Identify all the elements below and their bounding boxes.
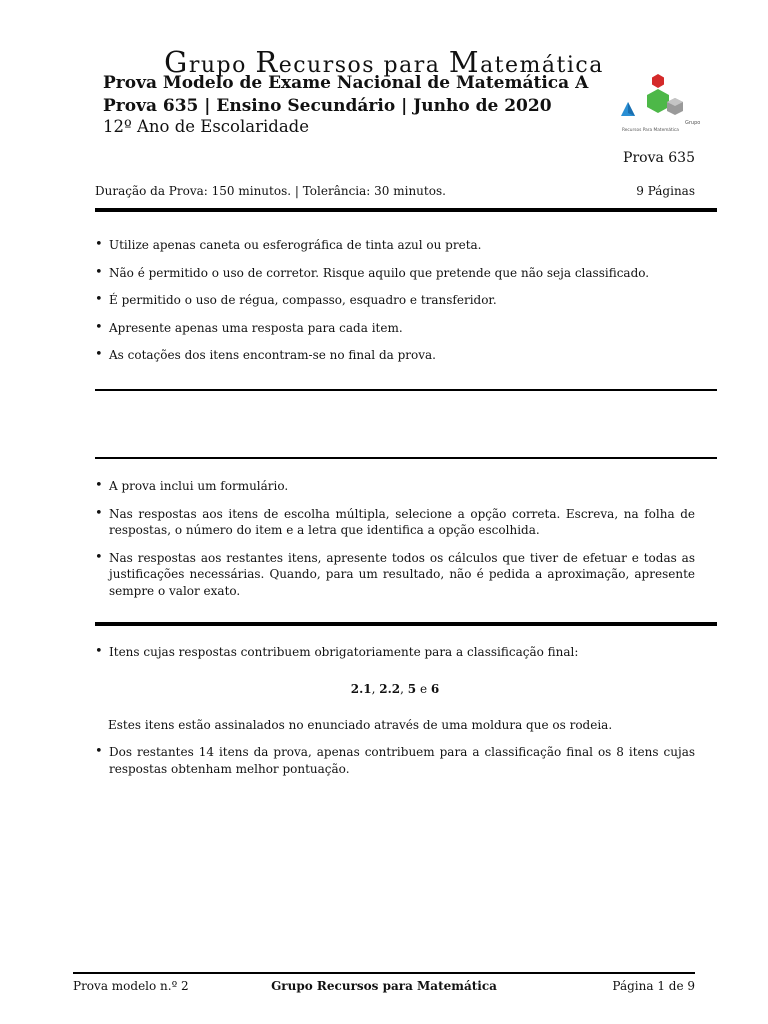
mandatory-note: Estes itens estão assinalados no enunciado através de uma moldura que os rodeia. <box>108 718 613 732</box>
page-title: Grupo Recursos para Matemática <box>164 45 604 80</box>
list-item: • Não é permitido o uso de corretor. Risque aquilo que pretende que não seja classificado. <box>95 265 695 282</box>
list-item: • Dos restantes 14 itens da prova, apenas contribuem para a classificação final os 8 itens cujas respostas obtenham melhor pontuação. <box>95 744 695 777</box>
exam-duration: Duração da Prova: 150 minutos. | Tolerância: 30 minutos. <box>95 184 446 198</box>
list-item: • Utilize apenas caneta ou esferográfica de tinta azul ou preta. <box>95 237 695 254</box>
divider <box>95 389 717 391</box>
list-item: • Nas respostas aos restantes itens, apresente todos os cálculos que tiver de efetuar e todas as justificações necessárias. Quando, para um resultado, não é pedida a aproximação, apresente sempre o valor exato. <box>95 550 695 600</box>
page-count: 9 Páginas <box>636 184 695 198</box>
exam-title: Prova Modelo de Exame Nacional de Matemática A <box>103 73 589 93</box>
list-item: • Nas respostas aos itens de escolha múltipla, selecione a opção correta. Escreva, na folha de respostas, o número do item e a letra que identifica a opção escolhida. <box>95 506 695 539</box>
school-year: 12º Ano de Escolaridade <box>103 117 309 136</box>
list-item: • As cotações dos itens encontram-se no final da prova. <box>95 347 695 364</box>
footer-page-number: Página 1 de 9 <box>612 979 695 993</box>
divider <box>95 622 717 626</box>
instructions-list-2 <box>95 478 695 599</box>
green-hexagon-icon <box>647 89 669 113</box>
footer-left: Prova modelo n.º 2 <box>73 979 189 993</box>
list-item: • A prova inclui um formulário. <box>95 478 695 495</box>
exam-subtitle: Prova 635 | Ensino Secundário | Junho de 2020 <box>103 96 552 116</box>
group-logo <box>615 72 705 134</box>
logo-caption-1: Grupo <box>685 120 701 126</box>
footer-center: Grupo Recursos para Matemática <box>271 979 497 993</box>
classification-list <box>95 644 695 661</box>
divider <box>95 208 717 212</box>
footer-divider <box>73 972 695 974</box>
mandatory-items: 2.1, 2.2, 5 e 6 <box>350 682 440 696</box>
divider <box>95 457 717 459</box>
list-item: • Itens cujas respostas contribuem obrigatoriamente para a classificação final: <box>95 644 695 661</box>
classification-list-2 <box>95 744 695 777</box>
list-item: • Apresente apenas uma resposta para cada item. <box>95 320 695 337</box>
instructions-list-1 <box>95 237 695 364</box>
red-hexagon-icon <box>652 74 664 88</box>
list-item: • É permitido o uso de régua, compasso, esquadro e transferidor. <box>95 292 695 309</box>
logo-caption-2: Recursos Para Matemática <box>622 128 679 133</box>
prova-code: Prova 635 <box>623 150 695 166</box>
